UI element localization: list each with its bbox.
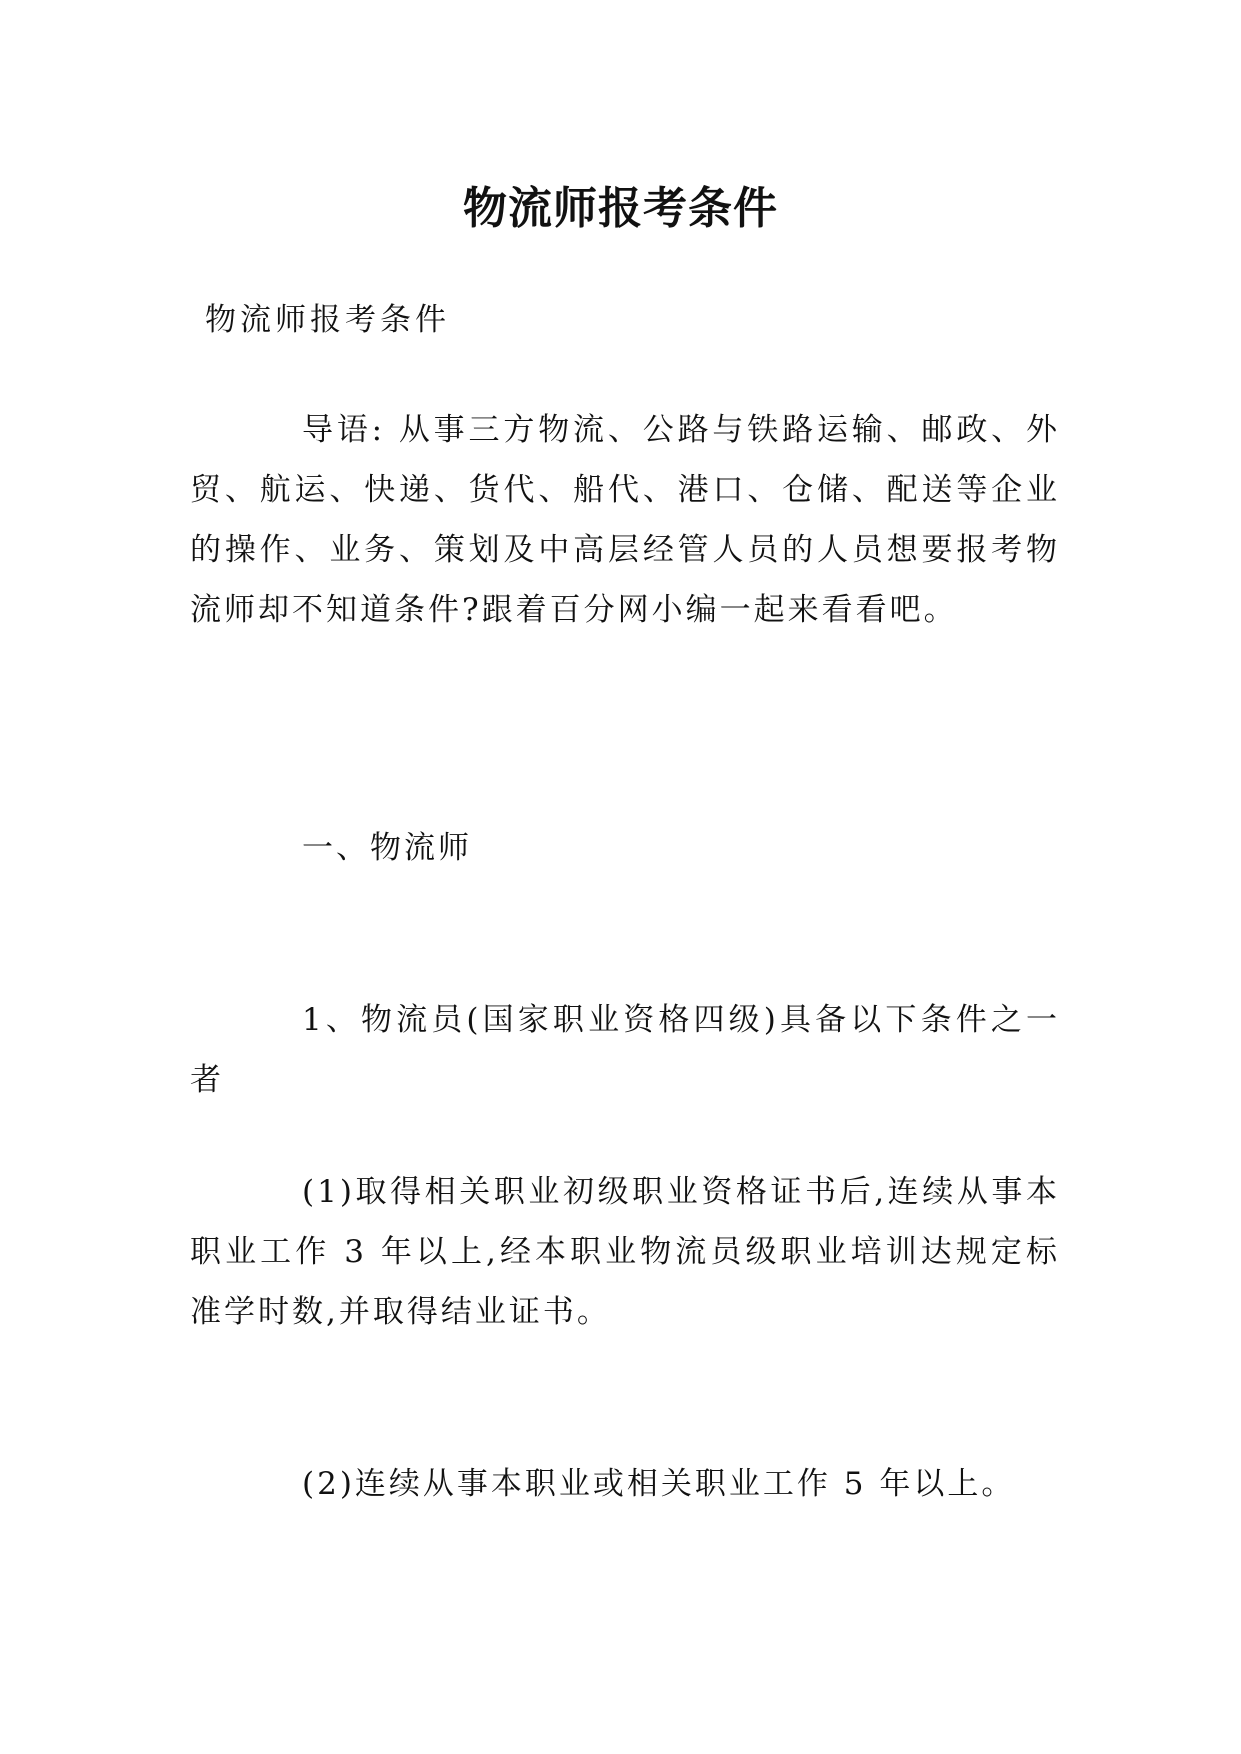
section-heading: 一、物流师 [302, 830, 472, 866]
intro-paragraph: 导语: 从事三方物流、公路与铁路运输、邮政、外贸、航运、快递、货代、船代、港口、仓储、配送等企业的操作、业务、策划及中高层经管人员的人员想要报考物流师却不知道条件?跟着百分网小编一起来看看吧。 [190, 412, 1060, 628]
condition-paragraph: (1)取得相关职业初级职业资格证书后,连续从事本职业工作 3 年以上,经本职业物流员级职业培训达规定标准学时数,并取得结业证书。 [190, 1174, 1060, 1330]
item-heading: 1、物流员(国家职业资格四级)具备以下条件之一者 [190, 1002, 1060, 1098]
document-subtitle: 物流师报考条件 [205, 302, 450, 338]
document-title: 物流师报考条件 [463, 183, 778, 235]
condition-paragraph: (2)连续从事本职业或相关职业工作 5 年以上。 [302, 1466, 1016, 1502]
